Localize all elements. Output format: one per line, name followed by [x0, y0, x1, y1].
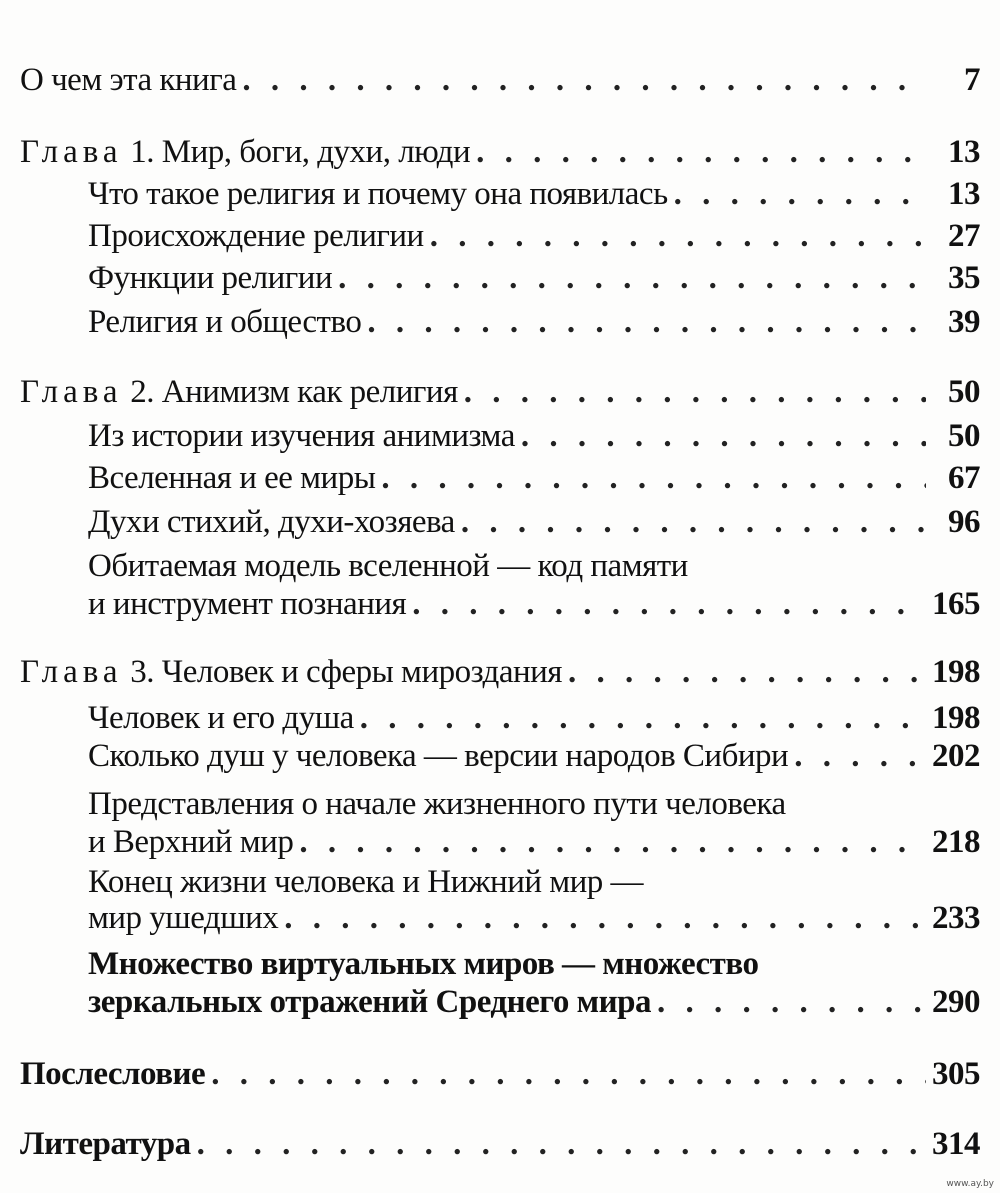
toc-entry-title: Вселенная и ее миры	[88, 460, 376, 496]
toc-entry-title: и инструмент познания	[88, 586, 407, 622]
toc-entry-title: О чем эта книга	[20, 62, 237, 98]
chapter-label: Глава	[20, 374, 123, 410]
toc-entry-title: Происхождение религии	[88, 218, 424, 254]
toc-entry-page: 165	[932, 586, 980, 622]
toc-entry-intro	[20, 60, 980, 100]
leader-dots	[464, 372, 926, 412]
toc-entry-title: Сколько душ у человека — версии народов Сибири	[88, 738, 789, 774]
leader-dots	[430, 216, 926, 256]
chapter-title: 2. Анимизм как религия	[130, 374, 458, 410]
toc-entry-title: и Верхний мир	[88, 824, 294, 860]
toc-section	[88, 982, 980, 1022]
toc-section-line1: Представления о начале жизненного пути человека	[88, 786, 786, 822]
toc-entry-page: 27	[948, 218, 980, 254]
leader-dots	[476, 132, 926, 172]
leader-dots	[284, 898, 926, 938]
toc-chapter-3	[20, 652, 980, 692]
leader-dots	[242, 60, 926, 100]
leader-dots	[197, 1124, 926, 1164]
toc-entry-page: 218	[932, 824, 980, 860]
toc-section-line1: Обитаемая модель вселенной — код памяти	[88, 548, 688, 584]
leader-dots	[521, 416, 926, 456]
chapter-title: 3. Человек и сферы мироздания	[130, 654, 562, 690]
toc-section-line1: Конец жизни человека и Нижний мир —	[88, 864, 644, 900]
chapter-label: Глава	[20, 134, 123, 170]
leader-dots	[381, 458, 926, 498]
leader-dots	[360, 698, 926, 738]
toc-entry-title: Человек и его душа	[88, 700, 354, 736]
toc-section	[88, 258, 980, 298]
toc-section	[88, 698, 980, 738]
leader-dots	[657, 982, 926, 1022]
toc-entry-page: 35	[948, 260, 980, 296]
toc-entry-title: Духи стихий, духи-хозяева	[88, 504, 455, 540]
toc-entry-title: Послесловие	[20, 1056, 206, 1092]
leader-dots	[568, 652, 926, 692]
toc-chapter-2	[20, 372, 980, 412]
toc-section	[88, 584, 980, 624]
toc-section-line1: Множество виртуальных миров — множество	[88, 946, 759, 982]
leader-dots	[299, 822, 926, 862]
toc-chapter-1	[20, 132, 980, 172]
toc-section	[88, 458, 980, 498]
leader-dots	[674, 174, 926, 214]
toc-entry-title: Из истории изучения анимизма	[88, 418, 515, 454]
toc-section	[88, 898, 980, 938]
toc-entry-page: 13	[948, 134, 980, 170]
toc-entry-page: 314	[932, 1126, 980, 1162]
leader-dots	[338, 258, 926, 298]
toc-entry-page: 13	[948, 176, 980, 212]
toc-entry-page: 7	[964, 62, 980, 98]
toc-entry-page: 233	[932, 900, 980, 936]
toc-section	[88, 502, 980, 542]
toc-entry-page: 290	[932, 984, 980, 1020]
toc-section	[88, 216, 980, 256]
toc-entry-page: 202	[932, 738, 980, 774]
leader-dots	[461, 502, 926, 542]
leader-dots	[211, 1054, 926, 1094]
toc-entry-page: 50	[948, 374, 980, 410]
toc-entry-page: 198	[932, 654, 980, 690]
toc-section	[88, 174, 980, 214]
leader-dots	[794, 736, 926, 776]
toc-entry-page: 39	[948, 304, 980, 340]
toc-entry-page: 50	[948, 418, 980, 454]
toc-entry-literature	[20, 1124, 980, 1164]
leader-dots	[367, 302, 926, 342]
toc-section	[88, 302, 980, 342]
toc-section	[88, 416, 980, 456]
toc-entry-title: Литература	[20, 1126, 191, 1162]
toc-entry-page: 96	[948, 504, 980, 540]
toc-entry-page: 198	[932, 700, 980, 736]
chapter-title: 1. Мир, боги, духи, люди	[130, 134, 471, 170]
toc-entry-page: 305	[932, 1056, 980, 1092]
toc-entry-page: 67	[948, 460, 980, 496]
toc-section	[88, 736, 980, 776]
toc-entry-title: Религия и общество	[88, 304, 362, 340]
chapter-label: Глава	[20, 654, 123, 690]
toc-entry-title: Функции религии	[88, 260, 333, 296]
toc-entry-afterword	[20, 1054, 980, 1094]
toc-entry-title: Что такое религия и почему она появилась	[88, 176, 668, 212]
watermark: www.ay.by	[946, 1179, 994, 1189]
toc-section	[88, 822, 980, 862]
toc-entry-title: зеркальных отражений Среднего мира	[88, 984, 652, 1020]
leader-dots	[412, 584, 926, 624]
toc-entry-title: мир ушедших	[88, 900, 279, 936]
